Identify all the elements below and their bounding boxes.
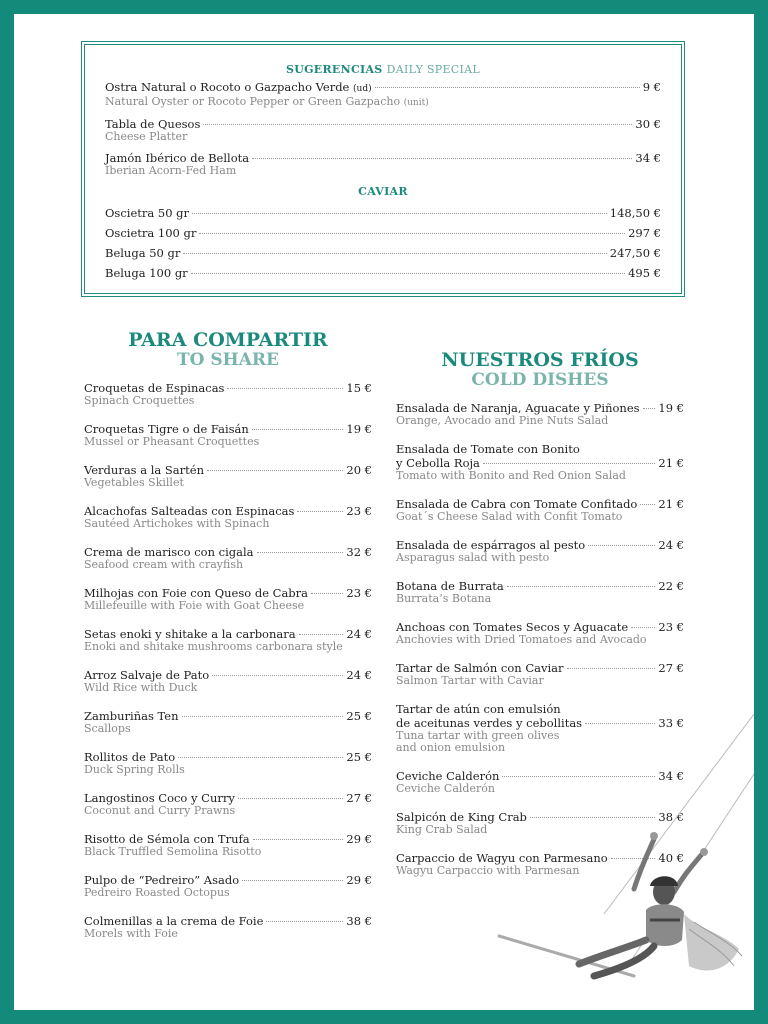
menu-item xyxy=(396,401,684,427)
share-list xyxy=(84,381,372,940)
item-translation: Natural Oyster or Rocoto Pepper or Green Gazpacho xyxy=(105,95,401,108)
leader-dots xyxy=(207,470,343,471)
leader-dots xyxy=(203,124,632,125)
item-price: 20 € xyxy=(346,463,372,477)
item-translation: Ceviche Calderón xyxy=(396,782,495,795)
specials-item xyxy=(105,80,661,109)
item-name: Colmenillas a la crema de Foie xyxy=(84,914,264,928)
item-name: Pulpo de “Pedreiro” Asado xyxy=(84,873,240,887)
item-translation: Anchovies with Dried Tomatoes and Avocado xyxy=(396,633,647,646)
menu-item xyxy=(84,627,372,653)
item-name: Milhojas con Foie con Queso de Cabra xyxy=(84,586,309,600)
item-name: Anchoas con Tomates Secos y Aguacate xyxy=(396,620,629,634)
item-price: 19 € xyxy=(658,401,684,415)
item-name: Oscietra 50 gr xyxy=(105,206,190,220)
specials-title-es: SUGERENCIAS xyxy=(285,63,383,76)
leader-dots xyxy=(242,880,343,881)
item-price: 32 € xyxy=(346,545,372,559)
menu-item xyxy=(396,442,684,482)
item-price: 21 € xyxy=(658,456,684,470)
caviar-item xyxy=(105,266,661,280)
item-translation: Asparagus salad with pesto xyxy=(396,551,550,564)
menu-item xyxy=(84,914,372,940)
item-price: 29 € xyxy=(346,832,372,846)
item-translation: Cheese Platter xyxy=(105,130,188,143)
item-name: Jamón Ibérico de Bellota xyxy=(105,151,250,165)
item-name: Ceviche Calderón xyxy=(396,769,500,783)
leader-dots xyxy=(192,213,607,214)
item-translation: Millefeuille with Foie with Goat Cheese xyxy=(84,599,305,612)
item-price: 21 € xyxy=(658,497,684,511)
caviar-item xyxy=(105,206,661,220)
item-translation: King Crab Salad xyxy=(396,823,488,836)
item-price: 23 € xyxy=(346,586,372,600)
item-price: 297 € xyxy=(628,226,661,240)
menu-page xyxy=(14,14,754,1010)
item-name: Beluga 100 gr xyxy=(105,266,188,280)
leader-dots xyxy=(311,593,343,594)
item-price: 15 € xyxy=(346,381,372,395)
menu-item xyxy=(84,750,372,776)
menu-item xyxy=(396,538,684,564)
item-price: 34 € xyxy=(658,769,684,783)
leader-dots xyxy=(299,634,344,635)
item-translation: Burrata’s Botana xyxy=(396,592,492,605)
item-price: 247,50 € xyxy=(609,246,661,260)
menu-item xyxy=(84,504,372,530)
item-price: 34 € xyxy=(635,151,661,165)
item-translation: Tomato with Bonito and Red Onion Salad xyxy=(396,469,626,482)
item-name: Crema de marisco con cigala xyxy=(84,545,254,559)
item-name-line1: Ensalada de Tomate con Bonito xyxy=(396,442,580,456)
leader-dots xyxy=(199,233,625,234)
item-translation: Duck Spring Rolls xyxy=(84,763,185,776)
specials-item xyxy=(105,117,661,143)
menu-item xyxy=(84,586,372,612)
menu-item xyxy=(84,545,372,571)
item-price: 29 € xyxy=(346,873,372,887)
trapeze-woman-illustration xyxy=(484,714,754,1010)
item-name: Tabla de Quesos xyxy=(105,117,201,131)
item-name-note: (ud) xyxy=(353,84,372,94)
item-price: 495 € xyxy=(628,266,661,280)
item-translation: Salmon Tartar with Caviar xyxy=(396,674,544,687)
leader-dots xyxy=(640,504,655,505)
item-name: Botana de Burrata xyxy=(396,579,504,593)
item-price: 24 € xyxy=(346,627,372,641)
share-heading-en: TO SHARE xyxy=(177,350,279,370)
caviar-title: CAVIAR xyxy=(358,185,408,198)
menu-item xyxy=(84,791,372,817)
item-price: 27 € xyxy=(658,661,684,675)
menu-item xyxy=(84,709,372,735)
caviar-item xyxy=(105,226,661,240)
menu-item xyxy=(84,463,372,489)
item-price: 25 € xyxy=(346,750,372,764)
menu-item xyxy=(396,497,684,523)
item-translation-note: (unit) xyxy=(403,98,429,108)
item-price: 30 € xyxy=(635,117,661,131)
item-translation: Spinach Croquettes xyxy=(84,394,195,407)
item-translation: Mussel or Pheasant Croquettes xyxy=(84,435,260,448)
item-name: Langostinos Coco y Curry xyxy=(84,791,235,805)
leader-dots xyxy=(182,716,344,717)
item-price: 24 € xyxy=(658,538,684,552)
item-name: Tartar de Salmón con Caviar xyxy=(396,661,564,675)
item-price: 38 € xyxy=(658,810,684,824)
item-translation-line2: and onion emulsion xyxy=(396,741,506,754)
item-price: 22 € xyxy=(658,579,684,593)
leader-dots xyxy=(252,429,344,430)
item-name: Croquetas de Espinacas xyxy=(84,381,225,395)
item-name-line1: Tartar de atún con emulsión xyxy=(396,702,561,716)
menu-item xyxy=(84,832,372,858)
specials-title-en: DAILY SPECIAL xyxy=(386,63,481,76)
leader-dots xyxy=(191,273,625,274)
leader-dots xyxy=(507,586,656,587)
item-translation: Enoki and shitake mushrooms carbonara style xyxy=(84,640,343,653)
leader-dots xyxy=(183,253,606,254)
leader-dots xyxy=(631,627,655,628)
leader-dots xyxy=(375,87,640,88)
leader-dots xyxy=(178,757,343,758)
item-translation: Vegetables Skillet xyxy=(84,476,184,489)
share-column xyxy=(84,330,372,955)
leader-dots xyxy=(212,675,343,676)
item-name: Ensalada de espárragos al pesto xyxy=(396,538,586,552)
item-name: Beluga 50 gr xyxy=(105,246,181,260)
item-price: 148,50 € xyxy=(609,206,661,220)
menu-item xyxy=(84,668,372,694)
item-name: Ensalada de Naranja, Aguacate y Piñones xyxy=(396,401,640,415)
cold-heading-es: NUESTROS FRÍOS xyxy=(441,349,639,371)
item-name: y Cebolla Roja xyxy=(396,456,480,470)
item-price: 27 € xyxy=(346,791,372,805)
item-price: 19 € xyxy=(346,422,372,436)
item-price: 9 € xyxy=(642,80,661,94)
item-name: Ostra Natural o Rocoto o Gazpacho Verde xyxy=(105,80,350,94)
item-translation: Iberian Acorn-Fed Ham xyxy=(105,164,237,177)
item-name: Alcachofas Salteadas con Espinacas xyxy=(84,504,295,518)
item-price: 40 € xyxy=(658,851,684,865)
item-translation: Sautéed Artichokes with Spinach xyxy=(84,517,270,530)
item-name: Oscietra 100 gr xyxy=(105,226,197,240)
item-translation: Wagyu Carpaccio with Parmesan xyxy=(396,864,580,877)
menu-item xyxy=(84,381,372,407)
item-price: 25 € xyxy=(346,709,372,723)
item-translation: Seafood cream with crayfish xyxy=(84,558,244,571)
item-translation: Black Truffled Semolina Risotto xyxy=(84,845,262,858)
item-translation: Scallops xyxy=(84,722,131,735)
menu-item xyxy=(84,422,372,448)
item-name: Zamburiñas Ten xyxy=(84,709,179,723)
item-price: 23 € xyxy=(658,620,684,634)
share-heading-es: PARA COMPARTIR xyxy=(128,329,328,351)
item-name: Salpicón de King Crab xyxy=(396,810,527,824)
item-translation: Tuna tartar with green olives xyxy=(396,729,560,742)
leader-dots xyxy=(227,388,343,389)
item-price: 23 € xyxy=(346,504,372,518)
specials-box xyxy=(84,44,682,294)
item-name: de aceitunas verdes y cebollitas xyxy=(396,716,583,730)
specials-item xyxy=(105,151,661,177)
item-name: Carpaccio de Wagyu con Parmesano xyxy=(396,851,608,865)
item-price: 38 € xyxy=(346,914,372,928)
cold-heading-en: COLD DISHES xyxy=(471,370,609,390)
leader-dots xyxy=(297,511,343,512)
leader-dots xyxy=(266,921,343,922)
item-price: 24 € xyxy=(346,668,372,682)
leader-dots xyxy=(253,839,344,840)
item-translation: Orange, Avocado and Pine Nuts Salad xyxy=(396,414,609,427)
item-name: Setas enoki y shitake a la carbonara xyxy=(84,627,296,641)
specials-title xyxy=(105,63,661,76)
menu-item xyxy=(396,620,684,646)
item-translation: Coconut and Curry Prawns xyxy=(84,804,236,817)
leader-dots xyxy=(252,158,632,159)
item-translation: Pedreiro Roasted Octopus xyxy=(84,886,230,899)
leader-dots xyxy=(588,545,655,546)
leader-dots xyxy=(643,408,656,409)
item-name: Verduras a la Sartén xyxy=(84,463,204,477)
item-name: Risotto de Sémola con Trufa xyxy=(84,832,250,846)
menu-item xyxy=(84,873,372,899)
menu-item xyxy=(396,579,684,605)
menu-item xyxy=(396,661,684,687)
item-translation: Goat´s Cheese Salad with Confit Tomato xyxy=(396,510,623,523)
leader-dots xyxy=(257,552,344,553)
item-translation: Wild Rice with Duck xyxy=(84,681,198,694)
leader-dots xyxy=(483,463,655,464)
item-name: Croquetas Tigre o de Faisán xyxy=(84,422,249,436)
item-name: Arroz Salvaje de Pato xyxy=(84,668,210,682)
item-translation: Morels with Foie xyxy=(84,927,178,940)
item-name: Rollitos de Pato xyxy=(84,750,176,764)
item-name: Ensalada de Cabra con Tomate Confitado xyxy=(396,497,638,511)
leader-dots xyxy=(238,798,344,799)
item-price: 33 € xyxy=(658,716,684,730)
caviar-item xyxy=(105,246,661,260)
leader-dots xyxy=(567,668,656,669)
